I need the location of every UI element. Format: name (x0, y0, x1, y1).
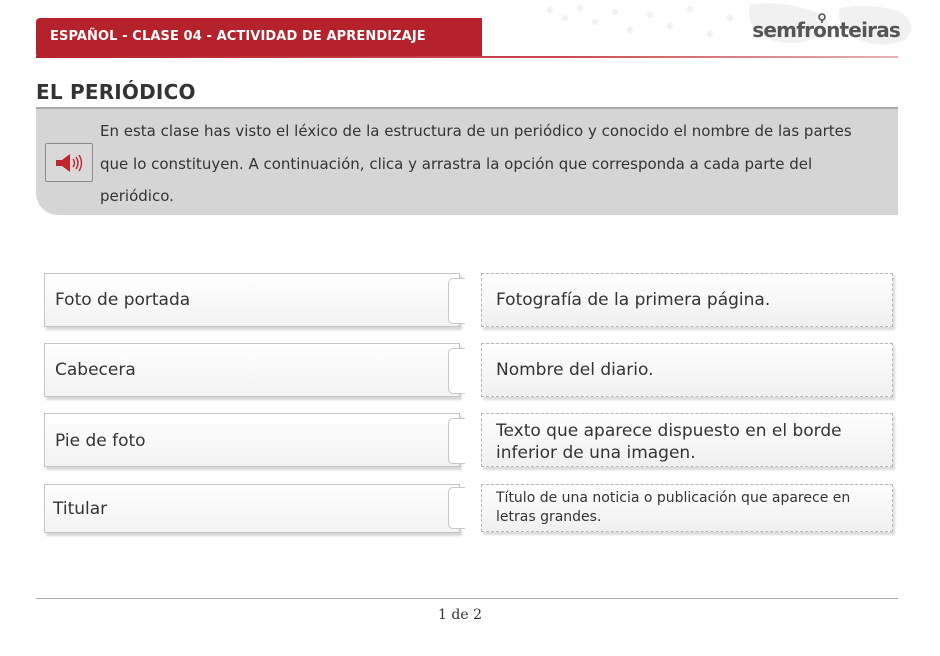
option-label: Fotografía de la primera página. (496, 290, 771, 310)
instructions-panel (36, 109, 898, 215)
header-banner (36, 18, 482, 58)
drop-slot[interactable] (448, 487, 465, 529)
term-label: Titular (53, 499, 108, 519)
logo: semfronteiras (752, 18, 900, 42)
term-label: Cabecera (55, 360, 136, 380)
term-label: Foto de portada (55, 290, 191, 310)
option-label: Nombre del diario. (496, 360, 654, 380)
header-title: ESPAÑOL - CLASE 04 - ACTIVIDAD DE APRENDIZAJE (50, 29, 426, 44)
page-counter: 1 de 2 (438, 607, 482, 623)
term-box-cabecera (44, 343, 460, 397)
header-rule (36, 56, 898, 58)
option-label: Texto que aparece dispuesto en el borde inferior de una imagen. (496, 421, 842, 463)
option-label: Título de una noticia o publicación que aparece en letras grandes. (496, 490, 851, 525)
footer-divider (36, 598, 898, 599)
draggable-option[interactable] (481, 273, 893, 327)
draggable-option[interactable] (481, 413, 893, 467)
instructions-text: En esta clase has visto el léxico de la estructura de un periódico y conocido el nombre de las partes que lo constituyen. A continuación, clica y arrastra la opción que corresponda a cada parte del periódico. (100, 122, 852, 205)
term-label: Pie de foto (55, 431, 146, 451)
draggable-option[interactable] (481, 484, 893, 532)
drop-slot[interactable] (448, 278, 465, 324)
drop-slot[interactable] (448, 418, 465, 464)
term-box-foto-de-portada (44, 273, 460, 327)
drop-slot[interactable] (448, 348, 465, 394)
page-title: EL PERIÓDICO (36, 80, 196, 104)
term-box-pie-de-foto (44, 413, 460, 467)
draggable-option[interactable] (481, 343, 893, 397)
term-box-titular (44, 484, 460, 533)
audio-button[interactable] (45, 143, 93, 182)
speaker-icon (53, 152, 85, 174)
